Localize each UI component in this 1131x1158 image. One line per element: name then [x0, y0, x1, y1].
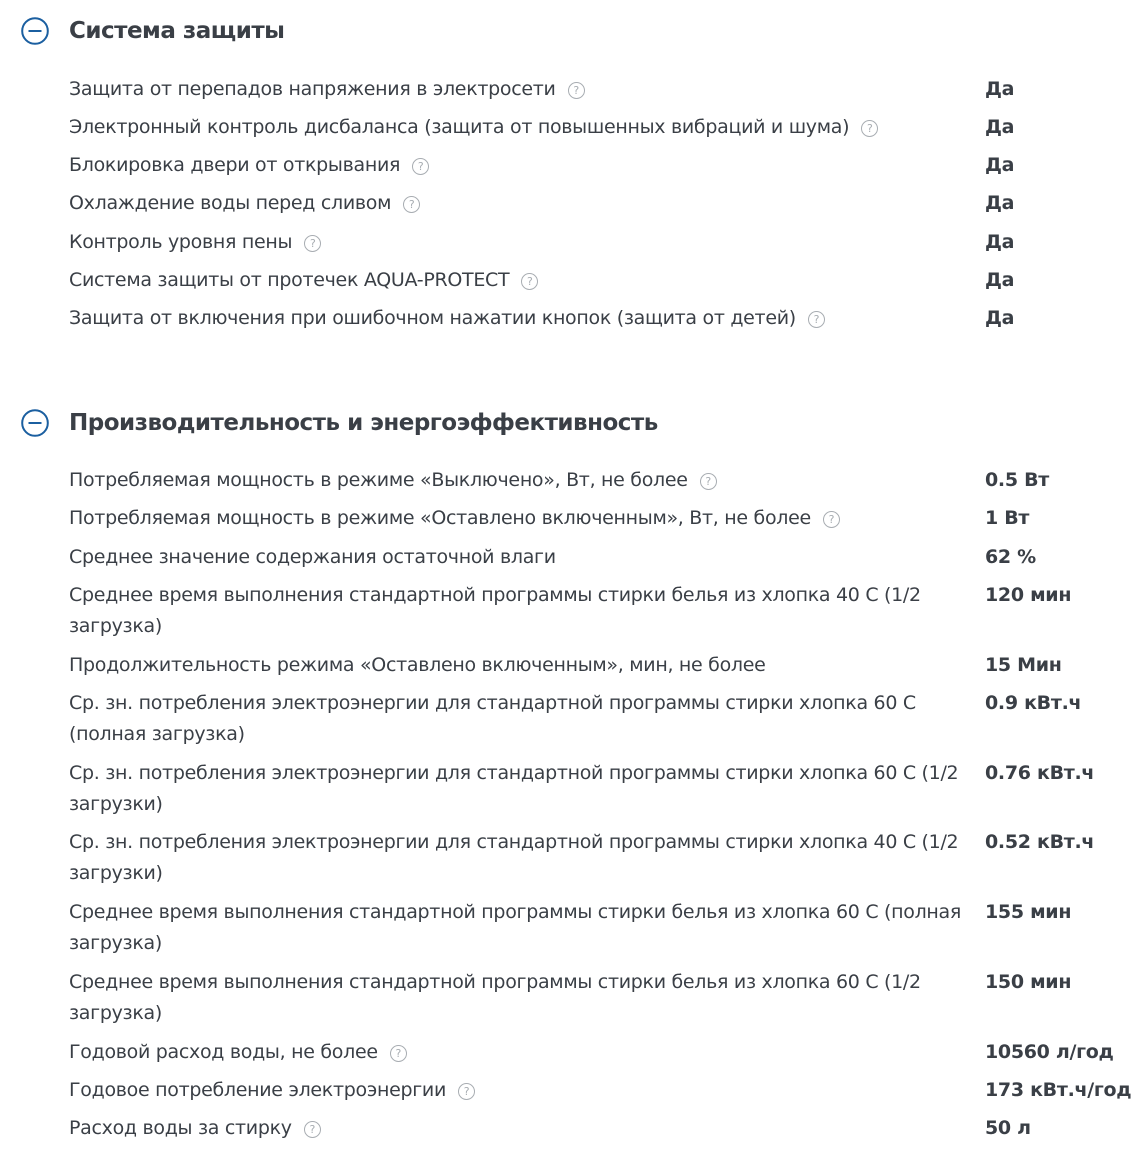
help-icon[interactable]: ?: [403, 196, 420, 213]
spec-value: 62 %: [985, 546, 1036, 568]
spec-label: Защита от включения при ошибочном нажатии кнопок (защита от детей) ?: [69, 303, 964, 334]
spec-value: 150 мин: [985, 971, 1072, 993]
help-icon[interactable]: ?: [568, 82, 585, 99]
spec-label: Среднее значение содержания остаточной влаги: [69, 546, 556, 568]
spec-value: 0.76 кВт.ч: [985, 762, 1095, 784]
help-icon[interactable]: ?: [700, 473, 717, 490]
spec-label: Ср. зн. потребления электроэнергии для стандартной программы стирки хлопка 60 С (полная загрузка): [69, 692, 916, 745]
help-icon[interactable]: ?: [390, 1045, 407, 1062]
spec-value: Да: [985, 154, 1015, 176]
spec-label: Электронный контроль дисбаланса (защита от повышенных вибраций и шума) ?: [69, 112, 964, 143]
spec-label: Система защиты от протечек AQUA-PROTECT ?: [69, 265, 964, 296]
section-protection: [0, 12, 1131, 329]
spec-value: Да: [985, 78, 1015, 100]
spec-value: 173 кВт.ч/год: [985, 1079, 1131, 1101]
spec-value: 0.5 Вт: [985, 469, 1049, 491]
spec-value: Да: [985, 231, 1015, 253]
section-header[interactable]: [0, 12, 1131, 50]
spec-label: Блокировка двери от открывания ?: [69, 150, 964, 181]
collapse-minus-icon[interactable]: [21, 409, 49, 437]
spec-label: Охлаждение воды перед сливом ?: [69, 188, 964, 219]
spec-label: Годовое потребление электроэнергии ?: [69, 1075, 964, 1106]
collapse-minus-icon[interactable]: [21, 17, 49, 45]
section-title: Производительность и энергоэффективность: [69, 410, 658, 436]
help-icon[interactable]: ?: [808, 311, 825, 328]
spec-label: Расход воды за стирку ?: [69, 1113, 964, 1144]
section-header[interactable]: [0, 404, 1131, 442]
help-icon[interactable]: ?: [521, 273, 538, 290]
spec-label: Ср. зн. потребления электроэнергии для стандартной программы стирки хлопка 60 С (1/2 загрузки): [69, 762, 959, 815]
help-icon[interactable]: ?: [304, 235, 321, 252]
spec-value: 50 л: [985, 1117, 1031, 1139]
spec-label: Продолжительность режима «Оставлено включенным», мин, не более: [69, 654, 766, 676]
spec-value: Да: [985, 116, 1015, 138]
help-icon[interactable]: ?: [861, 120, 878, 137]
spec-value: Да: [985, 307, 1015, 329]
spec-label: Годовой расход воды, не более ?: [69, 1037, 964, 1068]
spec-label: Защита от перепадов напряжения в электросети ?: [69, 74, 964, 105]
spec-value: 120 мин: [985, 584, 1072, 606]
section-title: Система защиты: [69, 18, 285, 44]
help-icon[interactable]: ?: [412, 158, 429, 175]
spec-value: 0.52 кВт.ч: [985, 831, 1095, 853]
spec-value: 1 Вт: [985, 507, 1030, 529]
spec-value: Да: [985, 192, 1015, 214]
help-icon[interactable]: ?: [304, 1121, 321, 1138]
spec-label: Среднее время выполнения стандартной программы стирки белья из хлопка 60 С (полная загрузка): [69, 901, 962, 954]
spec-value: Да: [985, 269, 1015, 291]
spec-label: Контроль уровня пены ?: [69, 227, 964, 258]
spec-label: Среднее время выполнения стандартной программы стирки белья из хлопка 40 С (1/2 загрузка): [69, 584, 921, 637]
spec-value: 155 мин: [985, 901, 1072, 923]
section-performance: [0, 404, 1131, 1139]
spec-label: Потребляемая мощность в режиме «Выключено», Вт, не более ?: [69, 465, 964, 496]
spec-value: 10560 л/год: [985, 1041, 1114, 1063]
help-icon[interactable]: ?: [458, 1083, 475, 1100]
spec-label: Потребляемая мощность в режиме «Оставлено включенным», Вт, не более ?: [69, 503, 964, 534]
spec-value: 0.9 кВт.ч: [985, 692, 1082, 714]
help-icon[interactable]: ?: [823, 511, 840, 528]
spec-label: Среднее время выполнения стандартной программы стирки белья из хлопка 60 С (1/2 загрузка): [69, 971, 921, 1024]
spec-label: Ср. зн. потребления электроэнергии для стандартной программы стирки хлопка 40 С (1/2 загрузки): [69, 831, 959, 884]
spec-value: 15 Мин: [985, 654, 1062, 676]
